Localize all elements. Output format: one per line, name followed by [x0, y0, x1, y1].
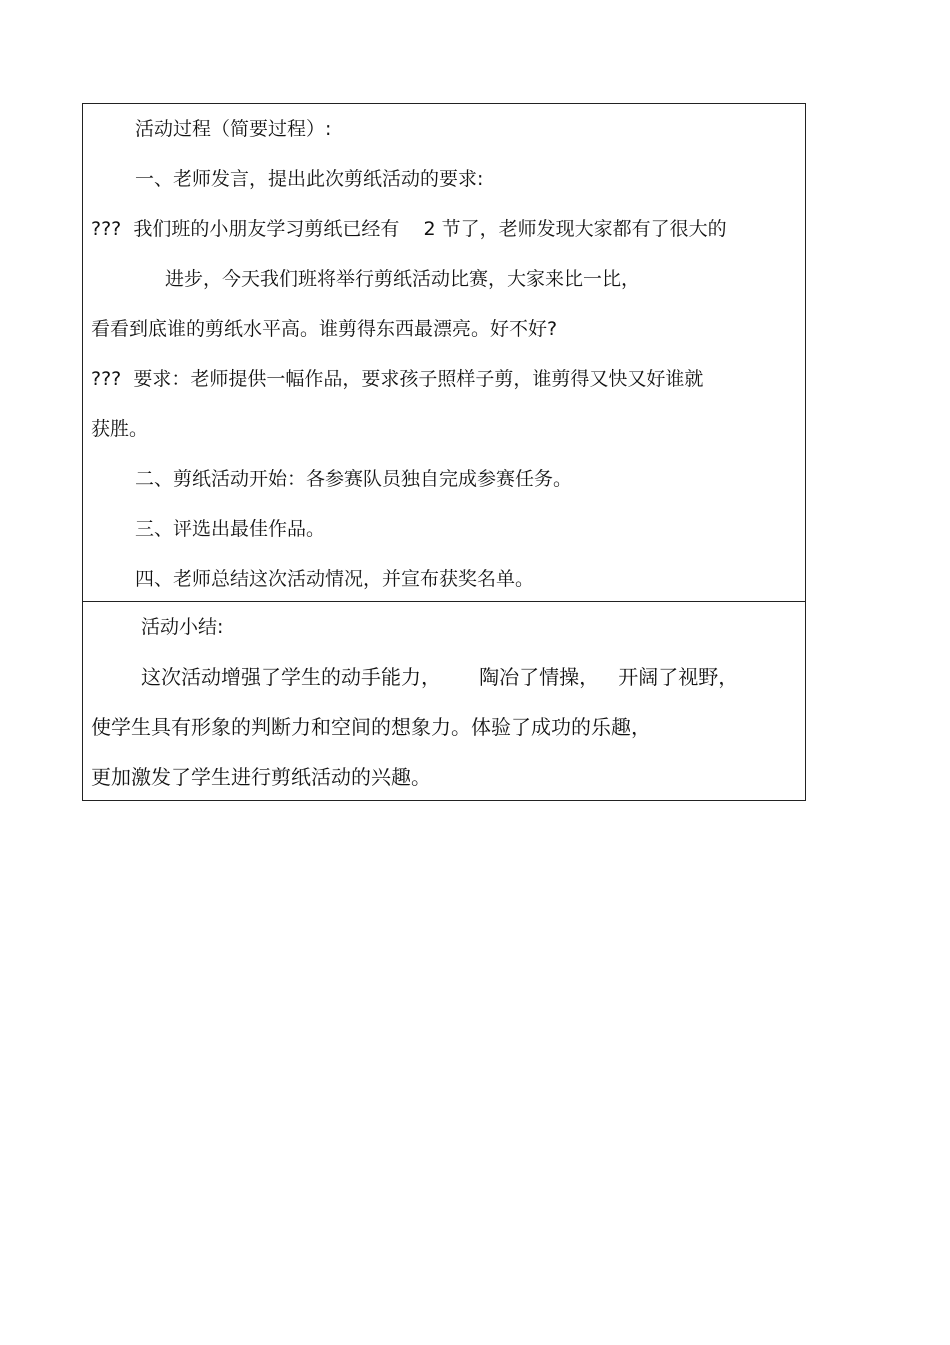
requirement-line-1: ??? 要求：老师提供一幅作品，要求孩子照样子剪，谁剪得又快又好谁就	[91, 368, 704, 390]
process-heading: 活动过程（简要过程）:	[135, 118, 332, 140]
teacher-speech-line-3: 看看到底谁的剪纸水平高。谁剪得东西最漂亮。好不好?	[91, 318, 558, 340]
requirement-line-2: 获胜。	[91, 418, 149, 440]
summary-body-line-1: 这次活动增强了学生的动手能力， 陶冶了情操， 开阔了视野，	[141, 665, 739, 689]
process-step-2: 二、剪纸活动开始：各参赛队员独自完成参赛任务。	[135, 468, 573, 490]
teacher-speech-line-2: 进步，今天我们班将举行剪纸活动比赛，大家来比一比，	[165, 268, 641, 290]
process-step-3: 三、评选出最佳作品。	[135, 518, 326, 540]
summary-body-line-2: 使学生具有形象的判断力和空间的想象力。体验了成功的乐趣，	[91, 715, 651, 739]
activity-summary-cell	[83, 602, 805, 800]
teacher-speech-line-1: ??? 我们班的小朋友学习剪纸已经有 2 节了，老师发现大家都有了很大的	[91, 218, 727, 240]
summary-body-line-3: 更加激发了学生进行剪纸活动的兴趣。	[91, 765, 431, 789]
activity-record-table	[82, 103, 806, 801]
process-step-1: 一、老师发言，提出此次剪纸活动的要求:	[135, 168, 484, 190]
summary-heading: 活动小结:	[141, 616, 224, 638]
activity-process-cell	[83, 104, 805, 602]
process-step-4: 四、老师总结这次活动情况，并宣布获奖名单。	[135, 568, 535, 590]
